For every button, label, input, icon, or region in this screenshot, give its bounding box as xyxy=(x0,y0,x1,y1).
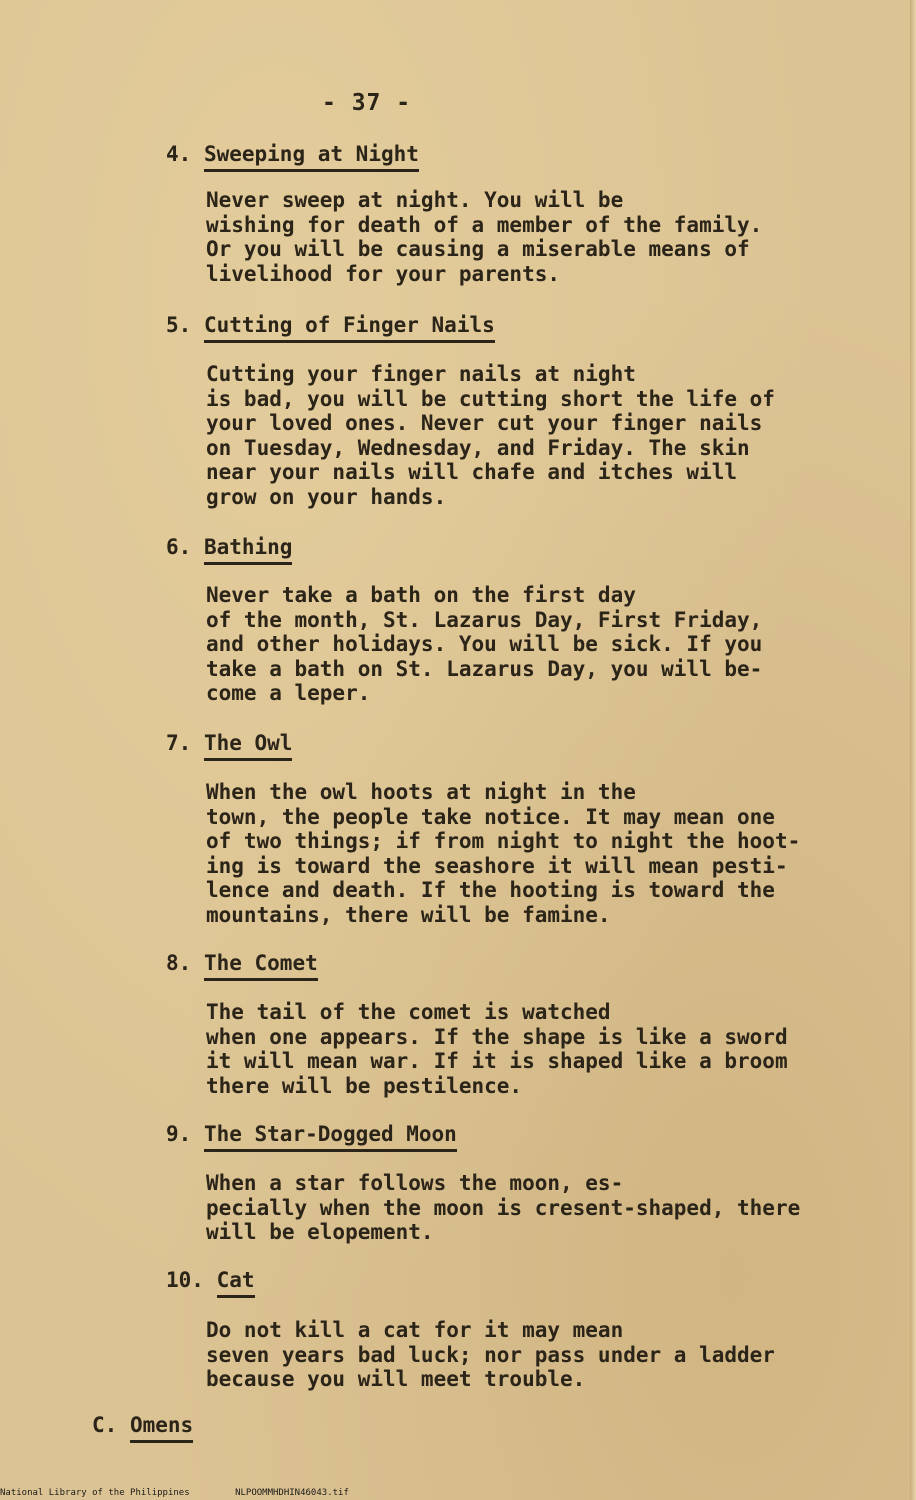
section-title: Cutting of Finger Nails xyxy=(204,313,495,343)
section-paragraph-6: Never take a bath on the first day of the month, St. Lazarus Day, First Friday, and other holidays. You will be sick. If you take a bath on St. Lazarus Day, you will be- come a leper. xyxy=(206,583,763,705)
section-title: Bathing xyxy=(204,535,293,565)
footer-file: NLPOOMMHDHIN46043.tif xyxy=(235,1488,349,1498)
page-number: - 37 - xyxy=(322,90,412,116)
section-title: Sweeping at Night xyxy=(204,142,419,172)
section-heading-omens xyxy=(92,1413,193,1443)
section-number: 10. xyxy=(166,1268,204,1292)
section-letter: C. xyxy=(92,1413,118,1437)
section-paragraph-4: Never sweep at night. You will be wishing for death of a member of the family. Or you will be causing a miserable means of livelihood for your parents. xyxy=(206,188,763,286)
section-heading-6 xyxy=(166,535,292,565)
section-paragraph-10: Do not kill a cat for it may mean seven years bad luck; nor pass under a ladder because you will meet trouble. xyxy=(206,1318,775,1391)
section-heading-4 xyxy=(166,142,419,172)
section-paragraph-7: When the owl hoots at night in the town, the people take notice. It may mean one of two things; if from night to night the hoot- ing is toward the seashore it will mean pesti- lence and death. If the hooting is toward the mountains, there will be famine. xyxy=(206,780,801,927)
section-number: 8. xyxy=(166,951,192,975)
section-title: The Comet xyxy=(204,951,318,981)
section-paragraph-9: When a star follows the moon, es- pecially when the moon is cresent-shaped, there will be elopement. xyxy=(206,1171,801,1244)
section-number: 6. xyxy=(166,535,192,559)
section-heading-10 xyxy=(166,1268,255,1298)
footer-library: National Library of the Philippines xyxy=(0,1488,190,1498)
section-number: 4. xyxy=(166,142,192,166)
section-number: 7. xyxy=(166,731,192,755)
scan-footer xyxy=(0,1488,389,1498)
section-title: Cat xyxy=(217,1268,255,1298)
section-number: 9. xyxy=(166,1122,192,1146)
section-title: The Owl xyxy=(204,731,293,761)
section-heading-8 xyxy=(166,951,318,981)
section-heading-9 xyxy=(166,1122,457,1152)
section-paragraph-8: The tail of the comet is watched when one appears. If the shape is like a sword it will mean war. If it is shaped like a broom there will be pestilence. xyxy=(206,1000,788,1098)
section-title: The Star-Dogged Moon xyxy=(204,1122,457,1152)
page-edge xyxy=(910,0,916,1500)
section-title: Omens xyxy=(130,1413,193,1443)
section-heading-7 xyxy=(166,731,292,761)
section-paragraph-5: Cutting your finger nails at night is bad, you will be cutting short the life of your loved ones. Never cut your finger nails on Tuesday, Wednesday, and Friday. The skin near your nails will chafe and itches will grow on your hands. xyxy=(206,362,775,509)
section-number: 5. xyxy=(166,313,192,337)
section-heading-5 xyxy=(166,313,495,343)
